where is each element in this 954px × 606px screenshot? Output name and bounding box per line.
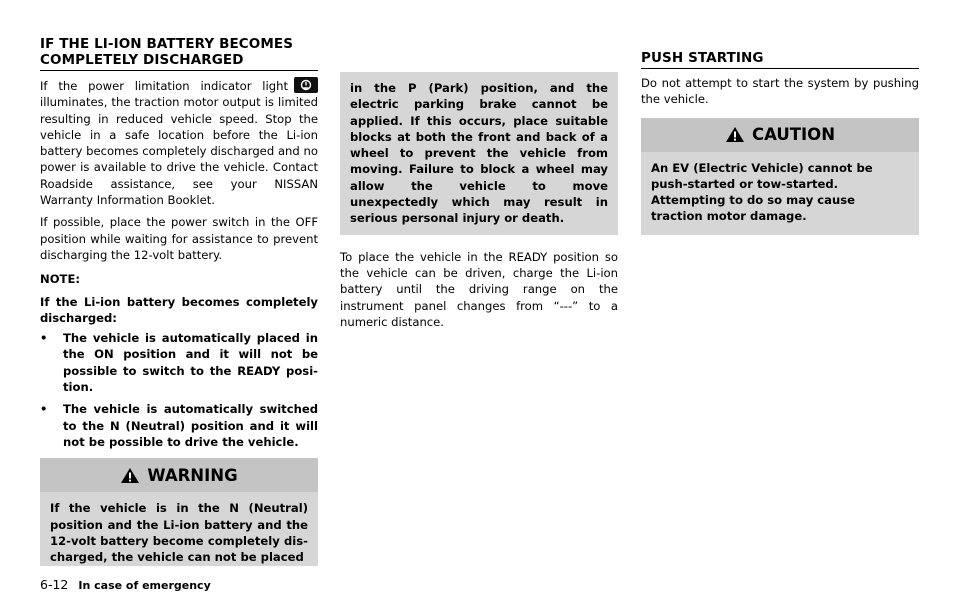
warning-title: WARNING xyxy=(147,465,238,485)
right-column xyxy=(641,50,919,235)
warning-continued-text: in the P (Park) position, and the electric parking brake cannot be applied. If this occurs, place suitable blocks at both the front and back of a wheel to prevent the vehicle from moving. Failure to block a wheel may allow the vehicle to move unexpectedly which may result in serious personal injury or death. xyxy=(350,81,608,226)
bullet-glyph: • xyxy=(40,402,48,417)
caution-header xyxy=(641,118,919,152)
warning-body xyxy=(40,492,318,566)
page-footer xyxy=(40,577,211,592)
paragraph-start: If the power limitation indicator light xyxy=(40,79,288,93)
note-bullet-list xyxy=(40,330,318,450)
heading-line-2: COMPLETELY DISCHARGED xyxy=(40,52,244,68)
section-name: In case of emergency xyxy=(78,579,211,592)
list-item xyxy=(40,401,318,450)
heading-line-1: IF THE LI-ION BATTERY BECOMES xyxy=(40,36,294,52)
paragraph-ready-position: To place the vehicle in the READY position so the vehicle can be driven, charge the Li-ion battery until the driving range on the instrument panel changes from “---” to a numeric distance. xyxy=(340,249,618,329)
power-limitation-indicator-icon xyxy=(294,77,318,93)
warning-triangle-icon xyxy=(120,467,140,484)
note-intro: If the Li-ion battery becomes completely discharged: xyxy=(40,294,318,325)
caution-box xyxy=(641,118,919,235)
left-column xyxy=(40,36,318,566)
caution-title: CAUTION xyxy=(752,125,835,145)
warning-box xyxy=(40,458,318,566)
section-heading-push-starting: PUSH STARTING xyxy=(641,50,919,69)
caution-body xyxy=(641,152,919,235)
paragraph-power-switch: If possible, place the power switch in the OFF position while waiting for assistance to prevent discharging the 12-volt battery. xyxy=(40,215,318,262)
paragraph-indicator-light xyxy=(40,77,318,208)
list-item xyxy=(40,330,318,395)
paragraph-push-starting: Do not attempt to start the system by pushing the vehicle. xyxy=(641,76,919,107)
bullet-glyph: • xyxy=(40,331,48,346)
section-heading-battery-discharged xyxy=(40,36,318,71)
page-number: 6-12 xyxy=(40,577,69,592)
warning-text: If the vehicle is in the N (Neutral) position and the Li-ion battery and the 12-volt battery become completely dis-charged, the vehicle can not be placed xyxy=(50,501,308,565)
paragraph-rest: illuminates, the traction motor output is limited resulting in reduced vehicle speed. Stop the vehicle in a safe location before the Li-ion battery becomes completely discharged and no power is available to drive the vehicle. Contact Roadside assistance, see your NISSAN Warranty Information Booklet. xyxy=(40,95,318,208)
middle-column xyxy=(340,72,618,330)
warning-box-continued xyxy=(340,72,618,235)
list-item-text: The vehicle is automatically switched to the N (Neutral) position and it will not be possible to drive the vehicle. xyxy=(63,402,318,449)
note-title: NOTE: xyxy=(40,272,81,287)
caution-triangle-icon xyxy=(725,126,745,143)
list-item-text: The vehicle is automatically placed in the ON position and it will not be possible to switch to the READY posi-tion. xyxy=(63,331,318,395)
warning-header xyxy=(40,458,318,492)
caution-text: An EV (Electric Vehicle) cannot be push-started or tow-started. Attempting to do so may cause traction motor damage. xyxy=(651,160,873,224)
